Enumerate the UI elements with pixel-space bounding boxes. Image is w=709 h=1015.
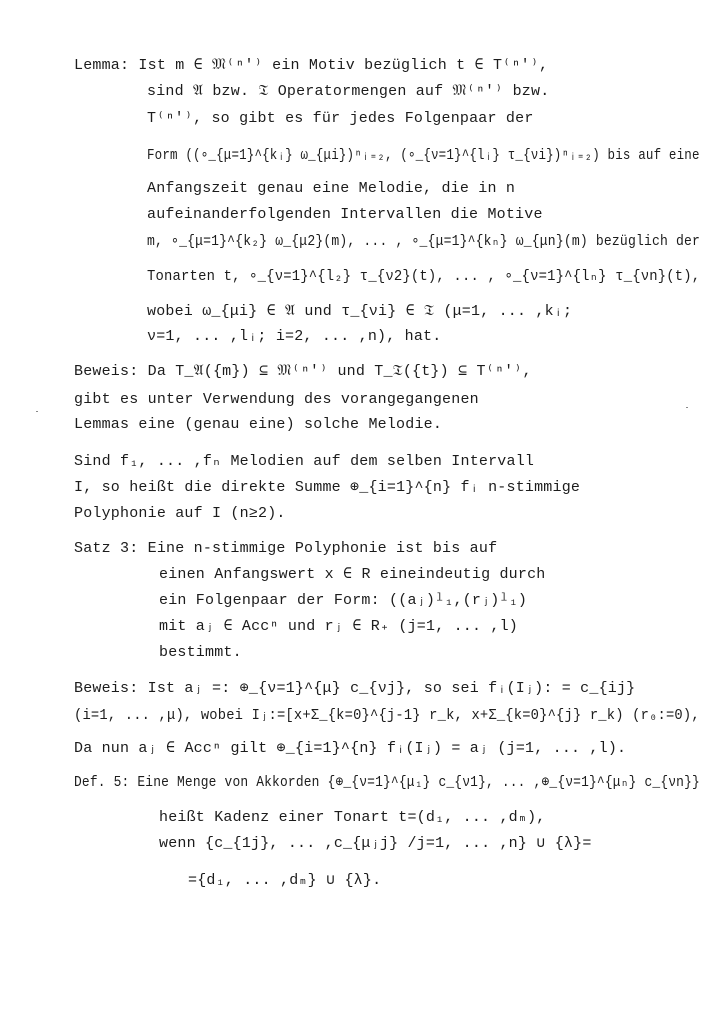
text-line: Beweis: Ist aⱼ =: ⊕_{ν=1}^{μ} c_{νj}, so sei fᵢ(Iⱼ): = c_{ij}	[74, 680, 636, 697]
text-line: Beweis: Da T_𝔄({m}) ⊆ 𝔐⁽ⁿ′⁾ und T_𝔗({t}) ⊆ T⁽ⁿ′⁾,	[74, 363, 532, 380]
text-line: einen Anfangswert x ∈ R eineindeutig durch	[159, 566, 546, 583]
text-line: wenn {c_{1j}, ... ,c_{μⱼj} /j=1, ... ,n} ∪ {λ}=	[159, 835, 592, 852]
text-line: ein Folgenpaar der Form: ((aⱼ)ˡ₁,(rⱼ)ˡ₁)	[159, 592, 528, 609]
text-line: ν=1, ... ,lᵢ; i=2, ... ,n), hat.	[147, 328, 442, 345]
text-line: gibt es unter Verwendung des vorangegangenen	[74, 391, 479, 408]
text-line: Form ((∘_{μ=1}^{kᵢ} ω_{μi})ⁿᵢ₌₂, (∘_{ν=1}^{lᵢ} τ_{νi})ⁿᵢ₌₂) bis auf eine	[147, 147, 700, 164]
text-line: wobei ω_{μi} ∈ 𝔄 und τ_{νi} ∈ 𝔗 (μ=1, ... ,kᵢ;	[147, 303, 573, 320]
text-line: Satz 3: Eine n-stimmige Polyphonie ist bis auf	[74, 540, 498, 557]
text-line: Tonarten t, ∘_{ν=1}^{l₂} τ_{ν2}(t), ... , ∘_{ν=1}^{lₙ} τ_{νn}(t),	[147, 268, 701, 285]
text-line: Lemmas eine (genau eine) solche Melodie.	[74, 416, 443, 433]
text-line: Da nun aⱼ ∈ Accⁿ gilt ⊕_{i=1}^{n} fᵢ(Iⱼ) = aⱼ (j=1, ... ,l).	[74, 740, 627, 757]
text-line: bestimmt.	[159, 644, 242, 661]
scan-speck	[686, 407, 688, 408]
text-line: Anfangszeit genau eine Melodie, die in n	[147, 180, 516, 197]
text-line: Lemma: Ist m ∈ 𝔐⁽ⁿ′⁾ ein Motiv bezüglich t ∈ T⁽ⁿ′⁾,	[74, 57, 549, 74]
text-line: aufeinanderfolgenden Intervallen die Motive	[147, 206, 543, 223]
text-line: I, so heißt die direkte Summe ⊕_{i=1}^{n} fᵢ n-stimmige	[74, 479, 581, 496]
scan-speck	[36, 411, 38, 412]
text-line: heißt Kadenz einer Tonart t=(d₁, ... ,dₘ),	[159, 809, 546, 826]
text-line: Polyphonie auf I (n≥2).	[74, 505, 286, 522]
text-line: ={d₁, ... ,dₘ} ∪ {λ}.	[188, 872, 382, 889]
text-line: m, ∘_{μ=1}^{k₂} ω_{μ2}(m), ... , ∘_{μ=1}^{kₙ} ω_{μn}(m) bezüglich der	[147, 233, 701, 250]
text-line: mit aⱼ ∈ Accⁿ und rⱼ ∈ R₊ (j=1, ... ,l)	[159, 618, 519, 635]
text-line: Def. 5: Eine Menge von Akkorden {⊕_{ν=1}^{μ₁} c_{ν1}, ... ,⊕_{ν=1}^{μₙ} c_{νn}}	[74, 774, 700, 791]
text-line: T⁽ⁿ′⁾, so gibt es für jedes Folgenpaar der	[147, 110, 534, 127]
text-line: (i=1, ... ,μ), wobei Iⱼ:=[x+Σ_{k=0}^{j-1} r_k, x+Σ_{k=0}^{j} r_k) (r₀:=0),	[74, 707, 700, 724]
text-line: Sind f₁, ... ,fₙ Melodien auf dem selben Intervall	[74, 453, 535, 470]
text-line: sind 𝔄 bzw. 𝔗 Operatormengen auf 𝔐⁽ⁿ′⁾ bzw.	[147, 83, 550, 100]
